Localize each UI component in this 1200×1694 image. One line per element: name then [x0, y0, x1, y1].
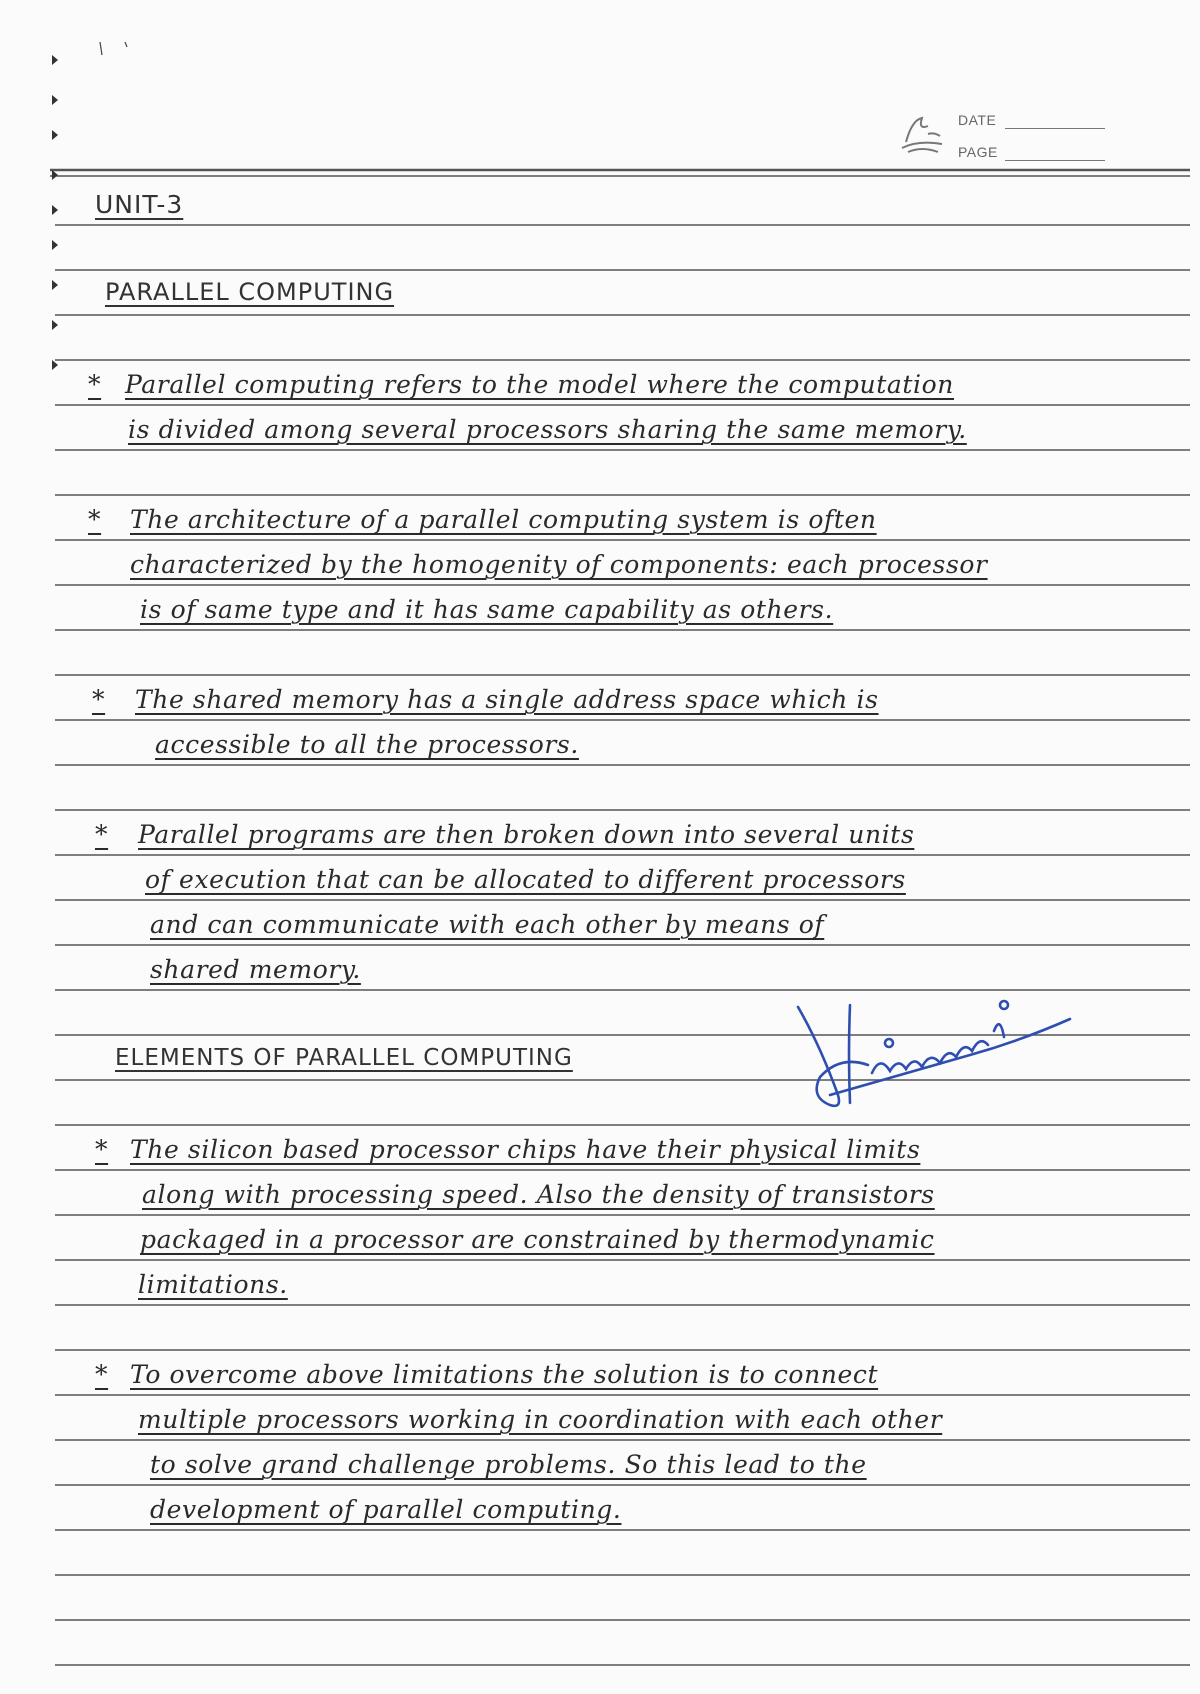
- date-line: [1005, 128, 1105, 129]
- bullet-star: *: [95, 1135, 109, 1164]
- bullet-line: accessible to all the processors.: [155, 730, 579, 759]
- notebook-brand-logo-icon: [898, 112, 948, 158]
- bullet-line: is divided among several processors sharing the same memory.: [128, 415, 967, 444]
- bullet-line: multiple processors working in coordination with each other: [138, 1405, 943, 1434]
- bullet-star: *: [88, 370, 102, 399]
- bullet-line: limitations.: [138, 1270, 288, 1299]
- bullet-line: The silicon based processor chips have their physical limits: [130, 1135, 921, 1164]
- bullet-line: to solve grand challenge problems. So this lead to the: [150, 1450, 867, 1479]
- bullet-line: Parallel computing refers to the model where the computation: [125, 370, 954, 399]
- section-heading-elements-of-parallel-computing: ELEMENTS OF PARALLEL COMPUTING: [115, 1045, 573, 1071]
- bullet-star: *: [95, 1360, 109, 1389]
- bullet-line: of execution that can be allocated to different processors: [145, 865, 906, 894]
- date-label: DATE: [958, 112, 997, 128]
- bullet-line: The architecture of a parallel computing system is often: [130, 505, 877, 534]
- bullet-line: To overcome above limitations the solution is to connect: [130, 1360, 879, 1389]
- unit-title: UNIT-3: [95, 190, 184, 219]
- bullet-star: *: [88, 505, 102, 534]
- bullet-line: development of parallel computing.: [150, 1495, 622, 1524]
- page-line: [1005, 160, 1105, 161]
- bullet-line: and can communicate with each other by means of: [150, 910, 825, 939]
- bullet-line: along with processing speed. Also the density of transistors: [142, 1180, 935, 1209]
- bullet-line: Parallel programs are then broken down into several units: [138, 820, 915, 849]
- bullet-line: The shared memory has a single address space which is: [135, 685, 879, 714]
- section-heading-parallel-computing: PARALLEL COMPUTING: [105, 278, 395, 306]
- bullet-line: characterized by the homogenity of components: each processor: [130, 550, 988, 579]
- bullet-line: packaged in a processor are constrained by thermodynamic: [140, 1225, 935, 1254]
- bullet-star: *: [95, 820, 109, 849]
- bullet-line: is of same type and it has same capability as others.: [140, 595, 834, 624]
- bullet-star: *: [92, 685, 106, 714]
- bullet-line: shared memory.: [150, 955, 361, 984]
- handwritten-signature-icon: [790, 985, 1080, 1125]
- page-label: PAGE: [958, 144, 998, 160]
